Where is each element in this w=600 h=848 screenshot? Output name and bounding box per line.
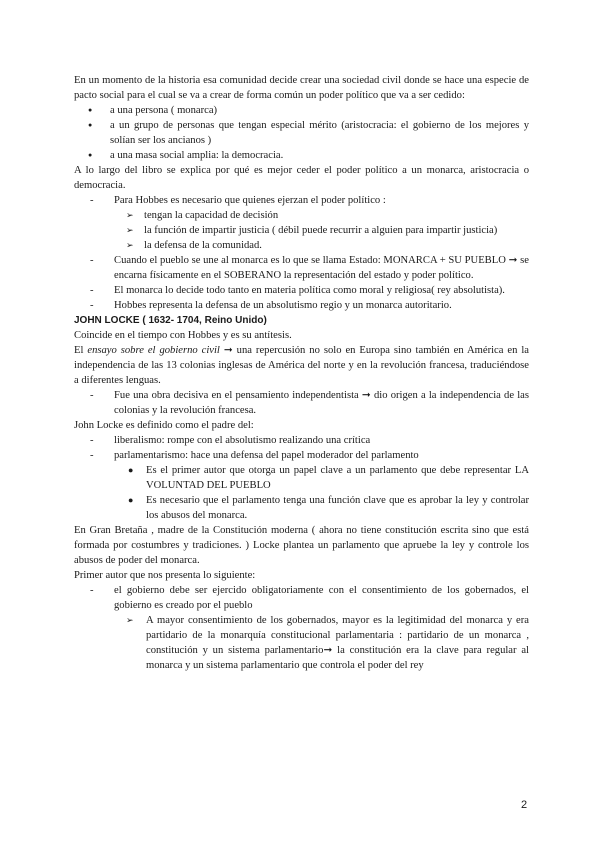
bullet-item: ● Es necesario que el parlamento tenga una función clave que es aprobar la ley y controlar los abusos del monarca. [128,495,529,521]
document-body [74,73,529,673]
dash-icon: - [90,285,94,296]
dash-item: - Hobbes representa la defensa de un absolutismo regio y un monarca autoritario. [90,300,452,311]
dash-item: - el gobierno debe ser ejercido obligatoriamente con el consentimiento de los gobernados, el gobierno es creado por el pueblo [90,585,529,611]
bullet-icon: ● [88,151,93,159]
bullet-icon: ● [128,465,134,475]
bullet-item: ● a una masa social amplia: la democracia. [88,150,284,161]
dash-item: - Para Hobbes es necesario que quienes ejerzan el poder político : [90,195,386,206]
dash-icon: - [90,300,94,311]
dash-icon: - [90,390,94,401]
book-title: ensayo sobre el gobierno civil [87,345,220,356]
bullet-icon: ● [88,121,93,129]
dash-item: - Cuando el pueblo se une al monarca es lo que se llama Estado: MONARCA + SU PUEBLO ➞ se encarna físicamente en el SOBERANO la representación del estado y poder político. [90,255,529,281]
dash-icon: - [90,585,94,596]
dash-icon: - [90,195,94,206]
arrow-item: ➢ la función de impartir justicia ( débil puede recurrir a alguien para impartir justicia) [126,225,498,236]
paragraph-gran-bretana: En Gran Bretaña , madre de la Constitución moderna ( ahora no tiene constitución escrita sino que está formada por costumbres y tradiciones. ) Locke plantea un parlamento que apruebe la ley y controle los abusos de poder del monarca. [74,525,529,566]
dash-item: - parlamentarismo: hace una defensa del papel moderador del parlamento [90,450,419,461]
arrowhead-icon: ➢ [126,210,134,220]
arrowhead-icon: ➢ [126,615,134,625]
dash-icon: - [90,450,94,461]
dash-icon: - [90,435,94,446]
bullet-item: ● a una persona ( monarca) [88,105,218,116]
arrow-item: ➢ A mayor consentimiento de los gobernados, mayor es la legitimidad del monarca y era partidario de la monarquía constitucional parlamentaria : partidario de un monarca , constitución y un sistema parlamentario➞ la constitución era la clave para regular al monarca y un sistema parlamentario que controla el poder del rey [126,615,529,671]
bullet-icon: ● [128,495,134,505]
arrow-item: ➢ la defensa de la comunidad. [126,240,262,251]
arrowhead-icon: ➢ [126,225,134,235]
bullet-item: ● a un grupo de personas que tengan especial mérito (aristocracia: el gobierno de los mejores y solían ser los ancianos ) [88,120,529,146]
bullet-item: ● Es el primer autor que otorga un papel clave a un parlamento que debe representar LA VOLUNTAD DEL PUEBLO [128,465,529,491]
page-number: 2 [521,799,528,811]
arrow-item: ➢ tengan la capacidad de decisión [126,210,279,221]
paragraph-pacto-social: En un momento de la historia esa comunidad decide crear una sociedad civil donde se hace una especie de pacto social para el cual se va a crear de forma común un poder político que va a ser cedido: [74,75,529,101]
arrowhead-icon: ➢ [126,240,134,250]
dash-icon: - [90,255,94,266]
dash-item: - Fue una obra decisiva en el pensamiento independentista ➞ dio origen a la independencia de las colonias y la revolución francesa. [90,390,529,416]
paragraph-coincide: Coincide en el tiempo con Hobbes y es su antítesis. [74,330,292,341]
paragraph-primer-autor: Primer autor que nos presenta lo siguiente: [74,570,256,581]
section-heading-locke: JOHN LOCKE ( 1632- 1704, Reino Unido) [74,315,267,326]
dash-item: - El monarca lo decide todo tanto en materia política como moral y religiosa( rey absolutista). [90,285,505,296]
dash-item: - liberalismo: rompe con el absolutismo realizando una crítica [90,435,371,446]
paragraph-ensayo: El ensayo sobre el gobierno civil ➞ una repercusión no solo en Europa sino también en América en la independencia de las 13 colonias inglesas de América del norte y en la revolución francesa, traduciéndose a diferentes lenguas. [74,345,529,386]
paragraph-padre: John Locke es definido como el padre del: [74,420,254,431]
paragraph-libro: A lo largo del libro se explica por qué es mejor ceder el poder político a un monarca, aristocracia o democracia. [74,165,529,191]
bullet-icon: ● [88,106,93,114]
